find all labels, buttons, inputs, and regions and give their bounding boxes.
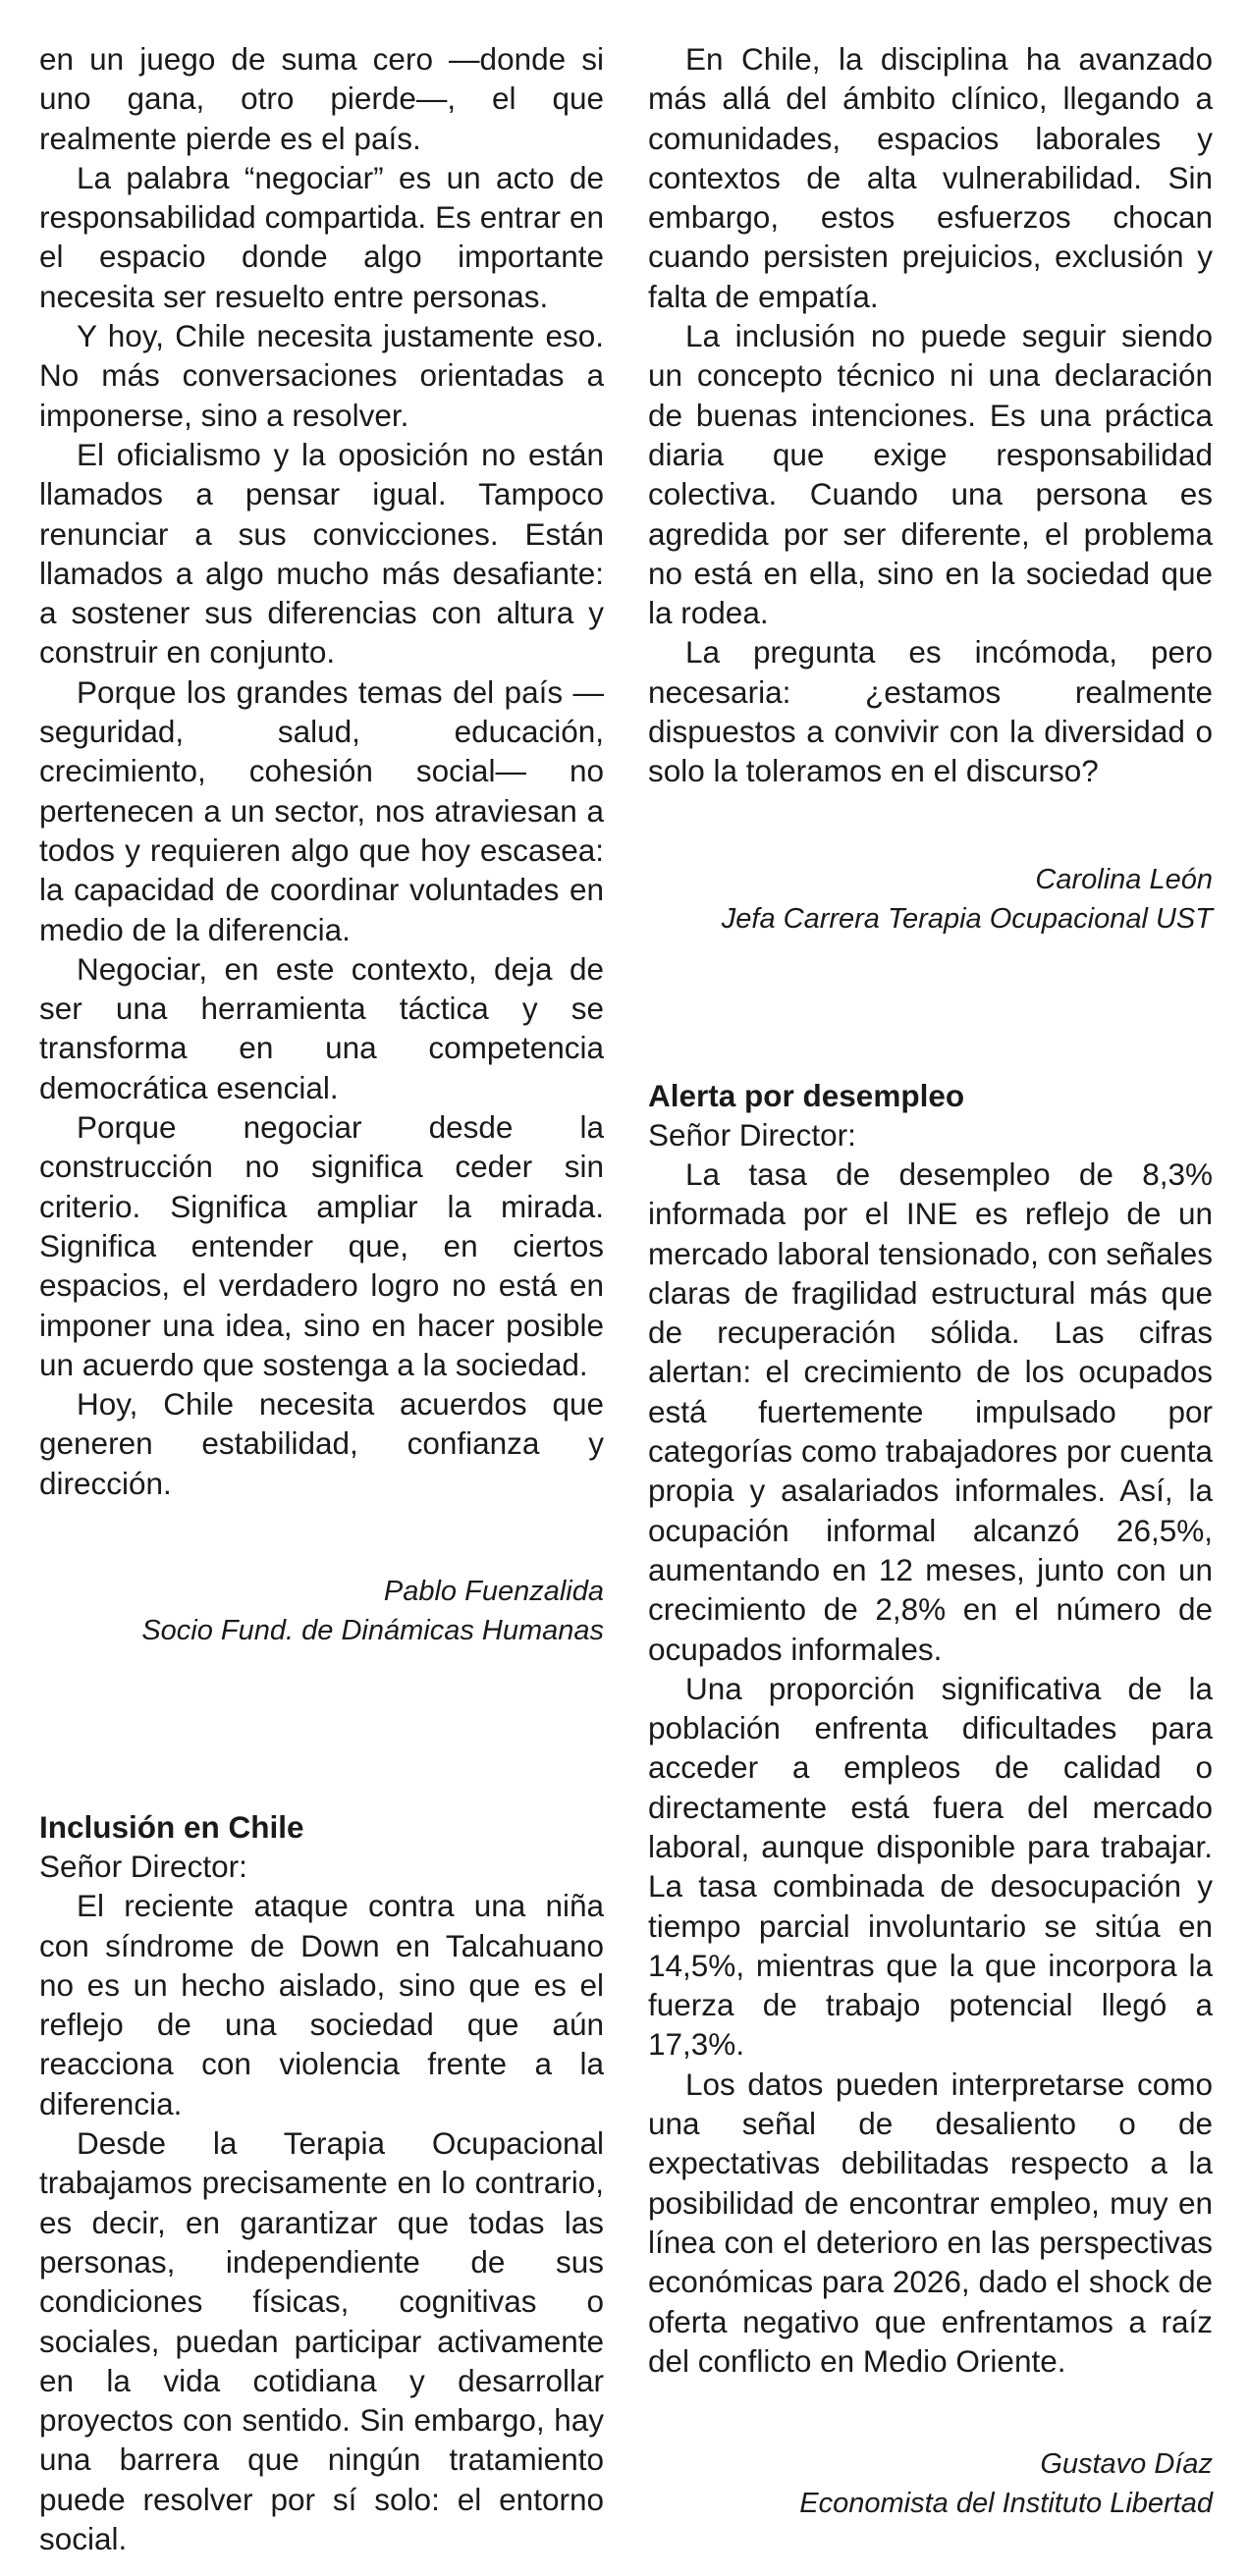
author-name: Carolina León	[1035, 863, 1213, 895]
salutation: Señor Director:	[648, 1116, 856, 1153]
left-column	[39, 39, 604, 2558]
letter-inclusion	[39, 1807, 604, 2558]
letter-paragraph: La pregunta es incómoda, pero necesaria: ¿estamos realmente dispuestos a convivir con la diversidad o solo la toleramos en el discurso?	[648, 634, 1213, 789]
letter-heading: Alerta por desempleo	[648, 1077, 965, 1113]
letter-negociar	[39, 39, 604, 1650]
letter-heading: Inclusión en Chile	[39, 1808, 304, 1845]
author-name: Gustavo Díaz	[1040, 2448, 1213, 2481]
author-role: Jefa Carrera Terapia Ocupacional UST	[721, 902, 1213, 935]
letter-paragraph: Los datos pueden interpretarse como una señal de desaliento o de expectativas debilitadas respecto a la posibilidad de encontrar empleo, muy en línea con el deterioro en las perspectivas económicas para 2026, dado el shock de oferta negativo que enfrentamos a raíz del conflicto en Medio Oriente.	[648, 2066, 1213, 2379]
letter-paragraph: en un juego de suma cero —donde si uno gana, otro pierde—, el que realmente pierde es el país.	[39, 41, 604, 156]
letter-paragraph: Desde la Terapia Ocupacional trabajamos precisamente en lo contrario, es decir, en garantizar que todas las personas, independiente de sus condiciones físicas, cognitivas o sociales, puedan participar activamente en la vida cotidiana y desarrollar proyectos con sentido. Sin embargo, hay una barrera que ningún tratamiento puede resolver por sí solo: el entorno social.	[39, 2125, 604, 2557]
letter-paragraph: El reciente ataque contra una niña con síndrome de Down en Talcahuano no es un hecho aislado, sino que es el reflejo de una sociedad que aún reacciona con violencia frente a la diferencia.	[39, 1888, 604, 2121]
letter-desempleo	[648, 1076, 1213, 2524]
letter-paragraph: La inclusión no puede seguir siendo un concepto técnico ni una declaración de buenas intenciones. Es una práctica diaria que exige responsabilidad colectiva. Cuando una persona es agredida por ser diferente, el problema no está en ella, sino en la sociedad que la rodea.	[648, 318, 1213, 631]
letter-paragraph: Una proporción significativa de la población enfrenta dificultades para acceder a empleos de calidad o directamente está fuera del mercado laboral, aunque disponible para trabajar. La tasa combinada de desocupación y tiempo parcial involuntario se sitúa en 14,5%, mientras que la que incorpora la fuerza de trabajo potencial llegó a 17,3%.	[648, 1670, 1213, 2063]
salutation: Señor Director:	[39, 1848, 247, 1884]
right-column	[648, 39, 1213, 2523]
letter-paragraph: La palabra “negociar” es un acto de responsabilidad compartida. Es entrar en el espacio donde algo importante necesita ser resuelto entre personas.	[39, 159, 604, 314]
letter-paragraph: El oficialismo y la oposición no están llamados a pensar igual. Tampoco renunciar a sus convicciones. Están llamados a algo mucho más desafiante: a sostener sus diferencias con altura y construir en conjunto.	[39, 436, 604, 671]
author-name: Pablo Fuenzalida	[383, 1575, 604, 1607]
letter-paragraph: Y hoy, Chile necesita justamente eso. No más conversaciones orientadas a imponerse, sino a resolver.	[39, 318, 604, 433]
author-role: Socio Fund. de Dinámicas Humanas	[141, 1614, 604, 1646]
author-role: Economista del Instituto Libertad	[799, 2488, 1213, 2520]
letter-paragraph: Porque los grandes temas del país —seguridad, salud, educación, crecimiento, cohesión social— no pertenecen a un sector, nos atraviesan a todos y requieren algo que hoy escasea: la capacidad de coordinar voluntades en medio de la diferencia.	[39, 673, 604, 947]
letter-paragraph: La tasa de desempleo de 8,3% informada por el INE es reflejo de un mercado laboral tensionado, con señales claras de fragilidad estructural más que de recuperación sólida. Las cifras alertan: el crecimiento de los ocupados está fuertemente impulsado por categorías como trabajadores por cuenta propia y asalariados informales. Así, la ocupación informal alcanzó 26,5%, aumentando en 12 meses, junto con un crecimiento de 2,8% en el número de ocupados informales.	[648, 1155, 1213, 1667]
letter-inclusion-continued	[648, 39, 1213, 939]
letter-paragraph: Negociar, en este contexto, deja de ser una herramienta táctica y se transforma en una competencia democrática esencial.	[39, 950, 604, 1105]
letter-paragraph: Porque negociar desde la construcción no significa ceder sin criterio. Significa ampliar la mirada. Significa entender que, en ciertos espacios, el verdadero logro no está en imponer una idea, sino en hacer posible un acuerdo que sostenga a la sociedad.	[39, 1109, 604, 1382]
letter-paragraph: En Chile, la disciplina ha avanzado más allá del ámbito clínico, llegando a comunidades, espacios laborales y contextos de alta vulnerabilidad. Sin embargo, estos esfuerzos chocan cuando persisten prejuicios, exclusión y falta de empatía.	[648, 41, 1213, 314]
letter-paragraph: Hoy, Chile necesita acuerdos que generen estabilidad, confianza y dirección.	[39, 1386, 604, 1501]
